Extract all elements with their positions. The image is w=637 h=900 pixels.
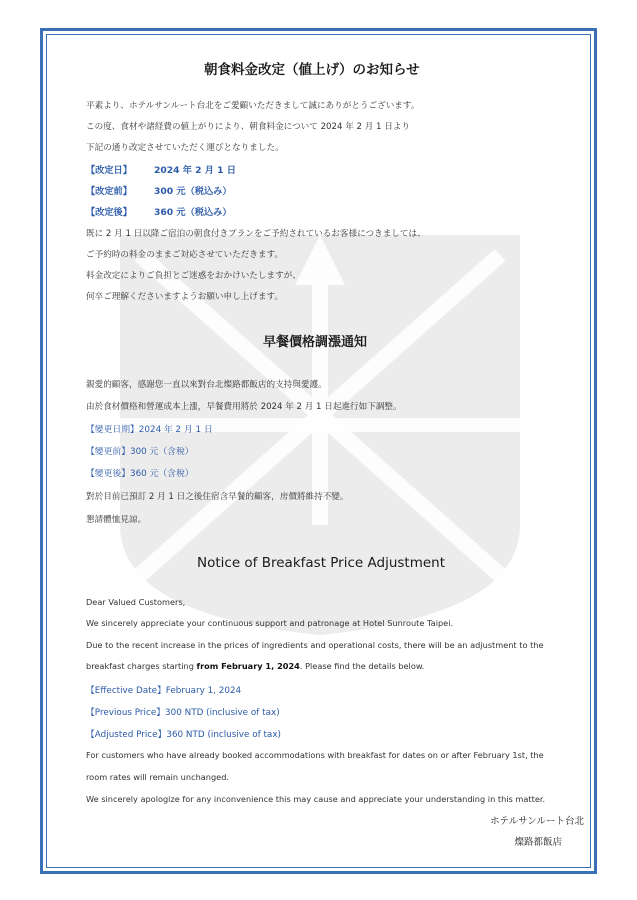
- en-note-line: room rates will remain unchanged.: [86, 772, 229, 782]
- en-item: 【Effective Date】February 1, 2024: [86, 686, 242, 696]
- en-thanks: We sincerely appreciate your continuous support and patronage at Hotel Sunroute Taipei.: [86, 618, 454, 628]
- jp-note-line: ご予約時の料金のままご対応させていただきます。: [86, 250, 283, 260]
- zh-item: 【變更前】300 元（含稅）: [86, 447, 194, 457]
- jp-note-line: 料金改定によりご負担とご迷惑をおかけいたしますが、: [86, 271, 301, 281]
- zh-item: 【變更後】360 元（含稅）: [86, 469, 194, 479]
- en-item: 【Previous Price】300 NTD (inclusive of tax): [86, 708, 280, 718]
- jp-item-label: 【改定前】: [86, 186, 132, 197]
- en-body-line: Due to the recent increase in the prices of ingredients and operational costs, there will be an adjustment to the: [86, 640, 544, 650]
- jp-item-label: 【改定日】: [86, 165, 132, 176]
- signature-zh: 燦路都飯店: [514, 837, 562, 848]
- en-greeting: Dear Valued Customers,: [86, 597, 186, 607]
- en-body-text: . Please find the details below.: [299, 661, 425, 671]
- en-body-line: [86, 661, 424, 671]
- zh-note-line: 對於目前已預訂 2 月 1 日之後住宿含早餐的顧客，房價將維持不變。: [86, 492, 349, 502]
- jp-item-label: 【改定後】: [86, 207, 132, 218]
- zh-intro-line: 親愛的顧客，感謝您一直以來對台北燦路都飯店的支持與愛護。: [86, 380, 327, 390]
- en-item: 【Adjusted Price】360 NTD (inclusive of tax): [86, 730, 281, 740]
- zh-intro-line: 由於食材價格和營運成本上漲，早餐費用將於 2024 年 2 月 1 日起進行如下調整。: [86, 402, 402, 412]
- jp-intro-line: 下記の通り改定させていただく運びとなりました。: [86, 143, 284, 153]
- zh-item: 【變更日期】2024 年 2 月 1 日: [86, 425, 213, 435]
- jp-item-value: 2024 年 2 月 1 日: [154, 165, 236, 176]
- jp-note-line: 何卒ご理解くださいますようお願い申し上げます。: [86, 292, 283, 302]
- jp-note-line: 既に 2 月 1 日以降ご宿泊の朝食付きプランをご予約されているお客様につきましては、: [86, 229, 426, 239]
- en-note-line: We sincerely apologize for any inconvenience this may cause and appreciate your understanding in this matter.: [86, 794, 546, 804]
- jp-intro-line: この度、食材や諸経費の値上がりにより、朝食料金について 2024 年 2 月 1 日より: [86, 122, 411, 132]
- en-note-line: For customers who have already booked accommodations with breakfast for dates on or after February 1st, the: [86, 750, 544, 760]
- signature-jp: ホテルサンルート台北: [490, 816, 584, 827]
- zh-note-line: 懇請體恤見諒。: [86, 515, 147, 525]
- jp-item-value: 360 元（税込み）: [154, 207, 232, 218]
- jp-title: 朝食料金改定（値上げ）のお知らせ: [204, 62, 420, 78]
- zh-title: 早餐價格調漲通知: [263, 335, 368, 350]
- en-title: Notice of Breakfast Price Adjustment: [197, 555, 446, 571]
- en-body-text: breakfast charges starting: [86, 661, 197, 671]
- jp-intro-line: 平素より、ホテルサンルート台北をご愛顧いただきまして誠にありがとうございます。: [86, 101, 420, 111]
- jp-item-value: 300 元（税込み）: [154, 186, 232, 197]
- en-start-date: from February 1, 2024: [196, 661, 300, 671]
